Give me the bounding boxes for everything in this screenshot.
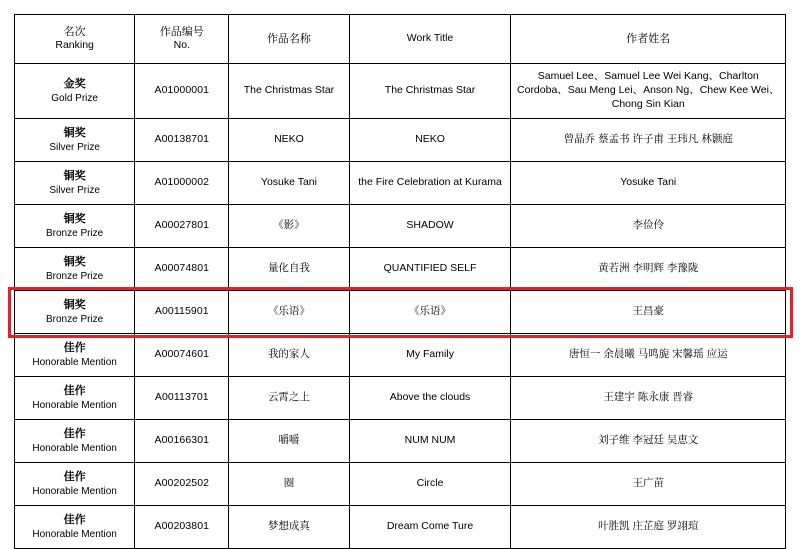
cell-number: A00203801: [135, 506, 229, 549]
cell-title-cn: 梦想成真: [229, 506, 349, 549]
header-row: [15, 15, 786, 64]
table-row: [15, 463, 786, 506]
cell-author: 曾晶乔 蔡孟书 许子甫 王玮凡 林颢庭: [511, 119, 786, 162]
header-ranking: [15, 15, 135, 64]
rank-en: Honorable Mention: [32, 442, 117, 454]
rank-cn: 佳作: [63, 514, 86, 527]
cell-title-en: Dream Come Ture: [349, 506, 511, 549]
cell-author: 王建宇 陈永康 晋睿: [511, 377, 786, 420]
rank-cn: 金奖: [63, 78, 86, 91]
cell-number: A01000001: [135, 64, 229, 119]
cell-rank: [15, 248, 135, 291]
cell-number: A00027801: [135, 205, 229, 248]
cell-title-cn: The Christmas Star: [229, 64, 349, 119]
cell-number: A00138701: [135, 119, 229, 162]
table-row: [15, 334, 786, 377]
cell-author: 唐恒一 余晨曦 马鸣旎 宋馨瑶 应运: [511, 334, 786, 377]
cell-author: 王广苗: [511, 463, 786, 506]
rank-en: Honorable Mention: [32, 356, 117, 368]
rank-en: Honorable Mention: [32, 399, 117, 411]
cell-title-cn: Yosuke Tani: [229, 162, 349, 205]
cell-title-cn: 嚼嚼: [229, 420, 349, 463]
cell-number: A00074801: [135, 248, 229, 291]
rank-cn: 佳作: [63, 428, 86, 441]
cell-rank: [15, 506, 135, 549]
header-work-name-cn-label: 作品名称: [266, 32, 311, 45]
table-row: [15, 248, 786, 291]
cell-title-en: 《乐语》: [349, 291, 511, 334]
cell-title-cn: 《影》: [229, 205, 349, 248]
cell-number: A00113701: [135, 377, 229, 420]
header-work-title-en-label: Work Title: [406, 32, 454, 45]
rank-en: Bronze Prize: [46, 313, 104, 325]
table-row-highlighted: [15, 291, 786, 334]
cell-title-cn: 圈: [229, 463, 349, 506]
cell-rank: [15, 291, 135, 334]
cell-title-cn: 我的家人: [229, 334, 349, 377]
cell-rank: [15, 64, 135, 119]
cell-title-cn: 云霄之上: [229, 377, 349, 420]
cell-author: 李俭伶: [511, 205, 786, 248]
cell-title-cn: 《乐语》: [229, 291, 349, 334]
cell-author: 叶胜凯 庄芷庭 罗翊瑄: [511, 506, 786, 549]
table-row: [15, 377, 786, 420]
table-header: [15, 15, 786, 64]
rank-cn: 铜奖: [63, 213, 86, 226]
cell-title-en: Above the clouds: [349, 377, 511, 420]
header-author: [511, 15, 786, 64]
table-row: [15, 119, 786, 162]
rank-en: Silver Prize: [49, 141, 100, 153]
table-row: [15, 162, 786, 205]
cell-rank: [15, 334, 135, 377]
cell-rank: [15, 162, 135, 205]
cell-title-cn: NEKO: [229, 119, 349, 162]
rank-en: Gold Prize: [51, 92, 98, 104]
cell-title-en: Circle: [349, 463, 511, 506]
cell-title-en: My Family: [349, 334, 511, 377]
table-row: [15, 64, 786, 119]
cell-title-en: NEKO: [349, 119, 511, 162]
cell-rank: [15, 119, 135, 162]
header-work-name-cn: [229, 15, 349, 64]
rank-en: Honorable Mention: [32, 528, 117, 540]
cell-rank: [15, 205, 135, 248]
rank-cn: 佳作: [63, 471, 86, 484]
cell-number: A00166301: [135, 420, 229, 463]
table-body: [15, 64, 786, 549]
cell-number: A00202502: [135, 463, 229, 506]
rank-cn: 铜奖: [63, 299, 86, 312]
header-author-label: 作者姓名: [626, 32, 671, 45]
rank-en: Honorable Mention: [32, 485, 117, 497]
header-work-title-en: [349, 15, 511, 64]
table-row: [15, 205, 786, 248]
rank-cn: 铜奖: [63, 127, 86, 140]
rank-cn: 佳作: [63, 385, 86, 398]
cell-author: Yosuke Tani: [511, 162, 786, 205]
header-number: [135, 15, 229, 64]
header-number-cn: 作品编号: [159, 25, 204, 38]
table-row: [15, 506, 786, 549]
cell-rank: [15, 377, 135, 420]
cell-rank: [15, 463, 135, 506]
award-results-table: [14, 14, 786, 549]
cell-title-en: The Christmas Star: [349, 64, 511, 119]
rank-en: Bronze Prize: [46, 270, 104, 282]
cell-author: 王昌豪: [511, 291, 786, 334]
cell-author: 刘子维 李冠廷 吴恵文: [511, 420, 786, 463]
rank-en: Silver Prize: [49, 184, 100, 196]
header-ranking-cn: 名次: [63, 25, 86, 38]
cell-author: Samuel Lee、Samuel Lee Wei Kang、Charlton Cordoba、Sau Meng Lei、Anson Ng、Chew Kee Wei、Chong Sin Kian: [511, 64, 786, 119]
cell-number: A01000002: [135, 162, 229, 205]
cell-title-cn: 量化自我: [229, 248, 349, 291]
rank-en: Bronze Prize: [46, 227, 104, 239]
cell-title-en: the Fire Celebration at Kurama: [349, 162, 511, 205]
rank-cn: 佳作: [63, 342, 86, 355]
header-number-en: No.: [173, 39, 190, 52]
rank-cn: 铜奖: [63, 170, 86, 183]
cell-rank: [15, 420, 135, 463]
cell-title-en: SHADOW: [349, 205, 511, 248]
cell-number: A00115901: [135, 291, 229, 334]
rank-cn: 铜奖: [63, 256, 86, 269]
cell-title-en: NUM NUM: [349, 420, 511, 463]
table-row: [15, 420, 786, 463]
cell-title-en: QUANTIFIED SELF: [349, 248, 511, 291]
cell-number: A00074601: [135, 334, 229, 377]
cell-author: 黄若洲 李明辉 李豫陇: [511, 248, 786, 291]
header-ranking-en: Ranking: [55, 39, 94, 52]
